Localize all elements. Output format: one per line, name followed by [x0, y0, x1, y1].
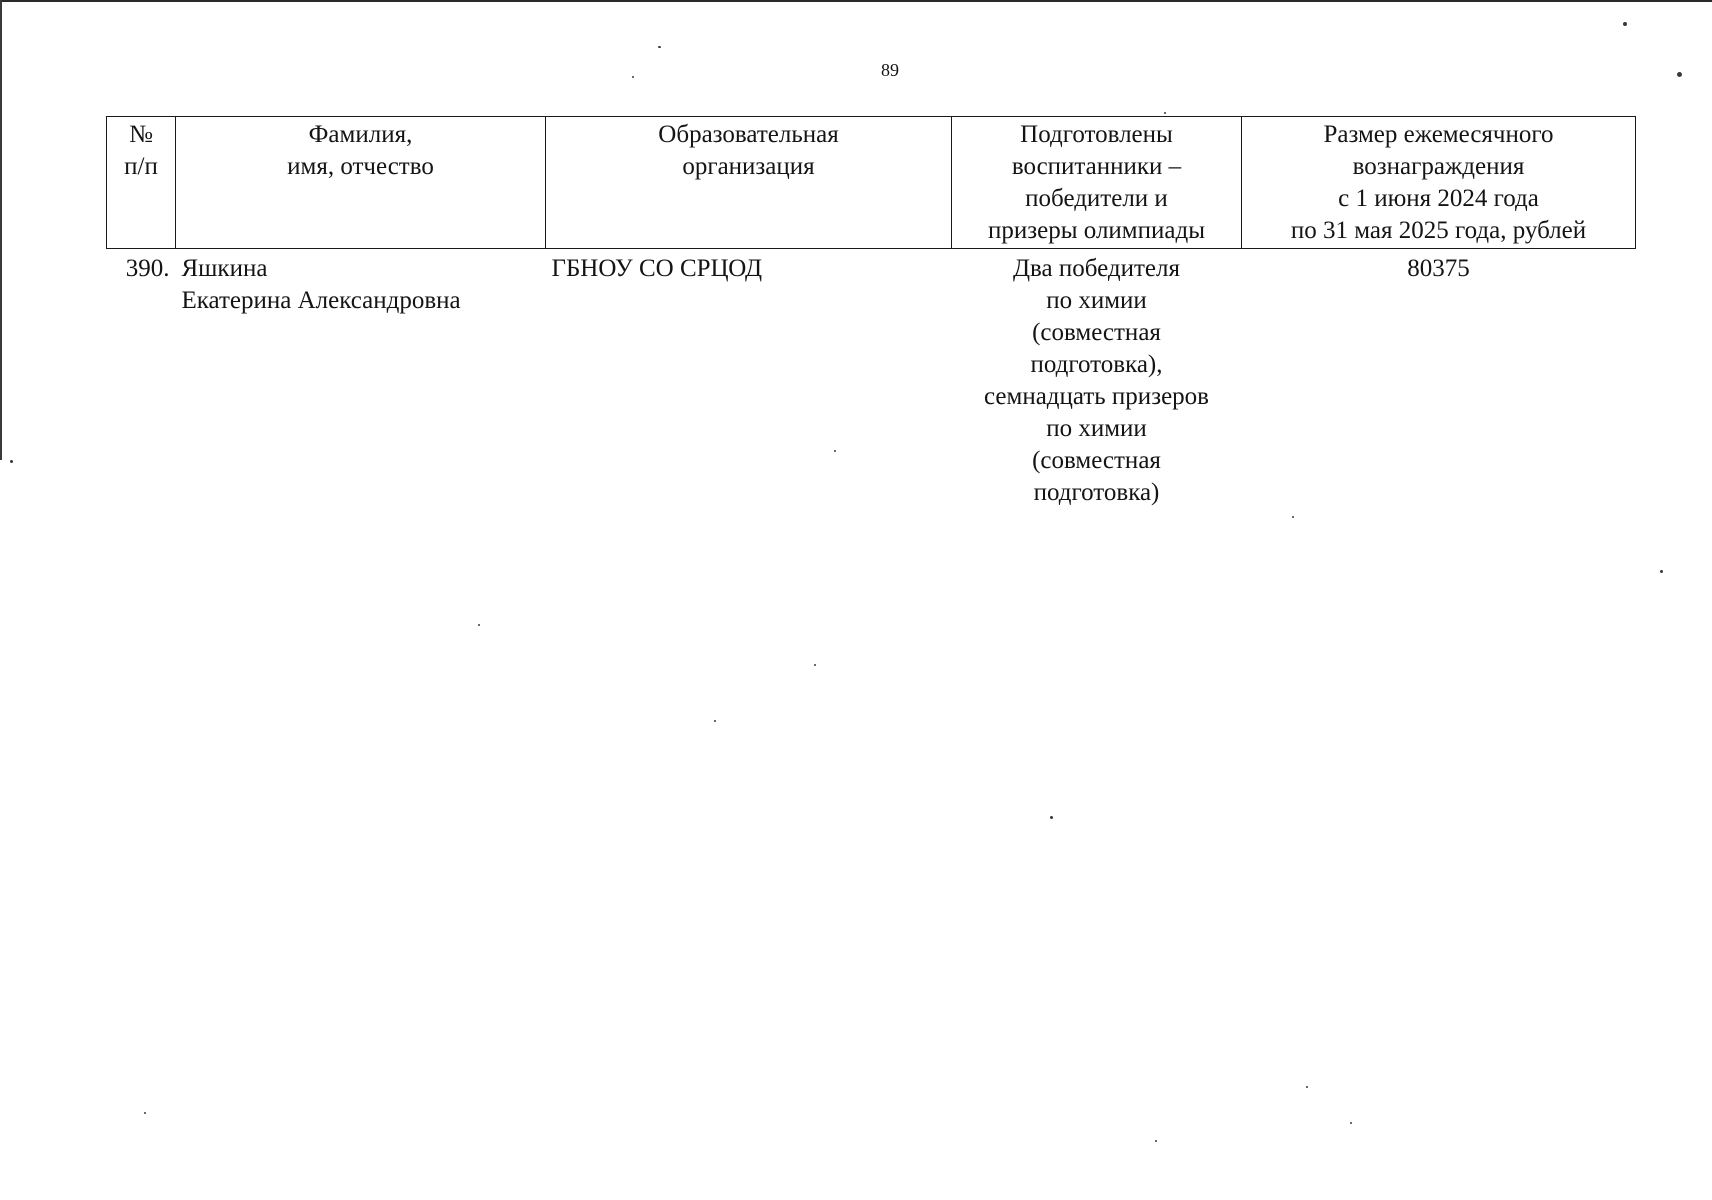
scan-speck	[478, 624, 480, 626]
header-full-name: Фамилия, имя, отчество	[176, 117, 546, 249]
row-full-name: Яшкина Екатерина Александровна	[181, 255, 461, 314]
page-number: 89	[881, 60, 899, 80]
scan-speck	[1623, 22, 1627, 26]
scan-speck	[1164, 112, 1166, 114]
table-header-row	[107, 117, 1636, 249]
row-number: 390.	[125, 255, 170, 282]
awards-table	[106, 116, 1636, 509]
scan-speck	[658, 46, 661, 48]
scan-speck	[1677, 72, 1682, 77]
header-number: № п/п	[107, 117, 176, 249]
scan-edge-left	[0, 0, 2, 460]
scan-speck	[1350, 1122, 1352, 1124]
awards-table-container	[106, 116, 1636, 509]
scan-speck	[1292, 516, 1294, 518]
header-prepared-winners: Подготовлены воспитанники – победители и призеры олимпиады	[952, 117, 1242, 249]
scan-speck	[632, 76, 634, 78]
row-prepared-winners: Два победителя по химии (совместная подготовка), семнадцать призеров по химии (совместная подготовка)	[984, 255, 1209, 506]
scan-speck	[714, 720, 716, 722]
header-organization: Образовательная организация	[546, 117, 952, 249]
table-row	[107, 249, 1636, 510]
scan-speck	[10, 460, 13, 463]
scan-speck	[1050, 816, 1053, 819]
scan-speck	[144, 1112, 146, 1114]
row-organization: ГБНОУ СО СРЦОД	[551, 255, 763, 282]
scan-speck	[1155, 1140, 1157, 1142]
row-monthly-reward: 80375	[1407, 255, 1470, 282]
scan-speck	[1660, 570, 1663, 573]
scan-speck	[1306, 1086, 1308, 1088]
header-monthly-reward: Размер ежемесячного вознаграждения с 1 июня 2024 года по 31 мая 2025 года, рублей	[1242, 117, 1636, 249]
scan-speck	[814, 664, 816, 666]
scan-edge-top	[0, 0, 1712, 2]
